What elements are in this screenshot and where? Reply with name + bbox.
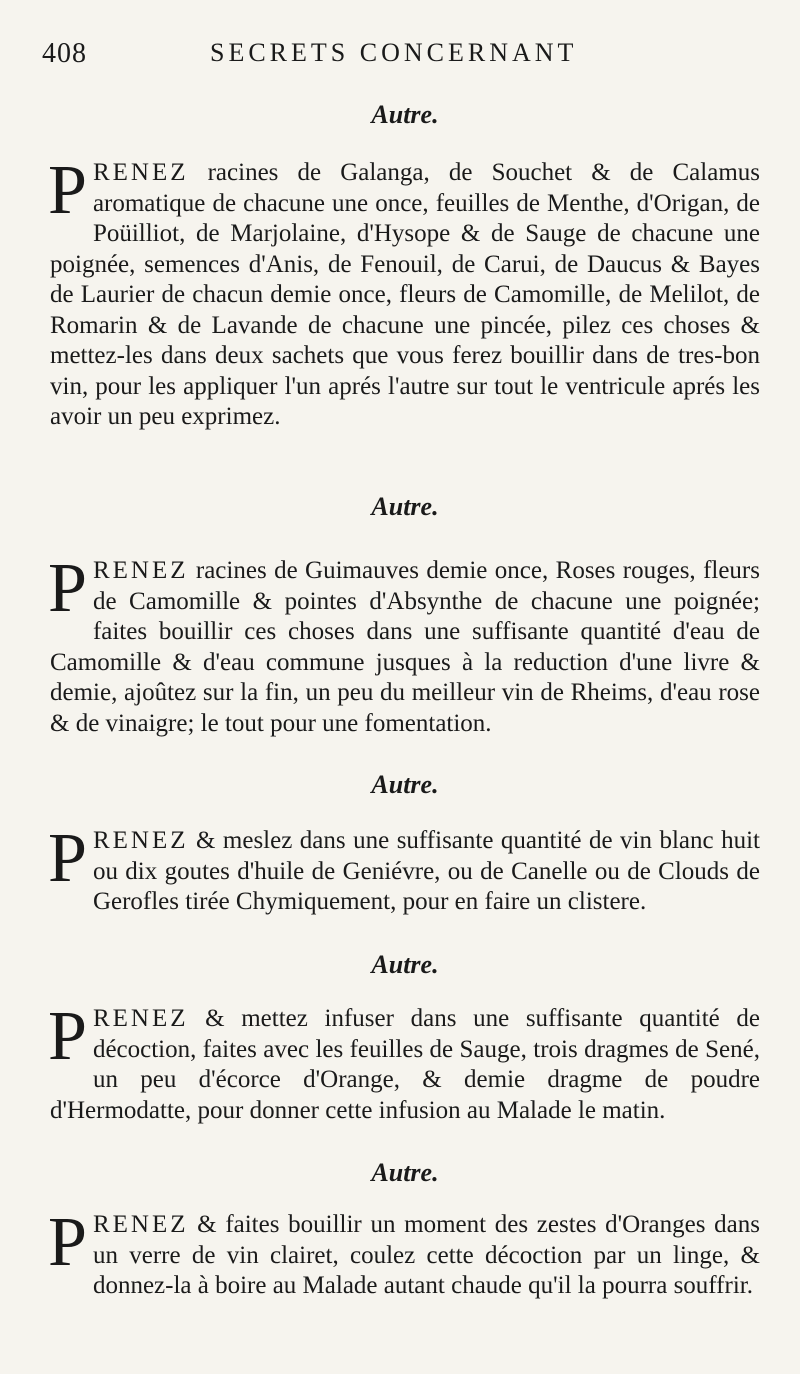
recipe-section [50,770,760,918]
lead-word: RENEZ [92,1211,189,1238]
recipe-section [50,950,760,1126]
paragraph-text: & faites bouillir un moment des zestes d'Oranges dans un verre de vin clairet, coulez cette décoction par un linge, & donnez-la à boire au Malade autant chaude qu'il la pourra souffrir. [92,1211,760,1299]
recipe-section [50,492,760,739]
section-heading: Autre. [371,770,439,799]
lead-word: RENEZ [92,1005,189,1032]
recipe-section [50,1158,760,1302]
paragraph-text: racines de Guimauves demie once, Roses rouges, fleurs de Camomille & pointes d'Absynthe de chacune une poignée; faites bouillir ces choses dans une suffisante quantité d'eau de Camomille & d'eau commune jusques à la reduction d'une livre & demie, ajoûtez sur la fin, un peu du meilleur vin de Rheims, d'eau rose & de vinaigre; le tout pour une fomentation. [50,557,760,737]
recipe-paragraph [48,1204,760,1302]
paragraph-text: & mettez infuser dans une suffisante quantité de décoction, faites avec les feuilles de Sauge, trois dragmes de Sené, un peu d'écorce d'Orange, & demie dragme de poudre d'Hermodatte, pour donner cette infusion au Malade le matin. [50,1005,760,1124]
drop-cap: P [48,550,87,627]
lead-word: RENEZ [92,557,189,584]
paragraph-text: racines de Galanga, de Souchet & de Calamus aromatique de chacune une once, feuilles de Menthe, d'Origan, de Poüilliot, de Marjolaine, d'Hysope & de Sauge de chacune une poignée, semences d'Anis, de Fenouil, de Carui, de Daucus & Bayes de Laurier de chacun demie once, fleurs de Camomille, de Melilot, de Romarin & de Lavande de chacune une pincée, pilez ces choses & mettez-les dans deux sachets que vous ferez bouillir dans de tres-bon vin, pour les appliquer l'un aprés l'autre sur tout le ventricule aprés les avoir un peu exprimez. [50,159,760,430]
recipe-paragraph [48,820,760,918]
page-number: 408 [42,38,87,69]
lead-word: RENEZ [92,827,189,854]
running-head: SECRETS CONCERNANT [210,38,578,67]
drop-cap: P [48,1204,87,1281]
drop-cap: P [48,998,87,1075]
recipe-paragraph [48,998,760,1126]
paragraph-text: & meslez dans une suffisante quantité de vin blanc huit ou dix goutes d'huile de Geniévre, ou de Canelle ou de Clouds de Gerofles tirée Chymiquement, pour en faire un clistere. [92,827,760,915]
recipe-paragraph [48,152,760,433]
drop-cap: P [48,820,87,897]
recipe-paragraph [48,550,760,739]
section-heading: Autre. [371,950,439,979]
section-heading: Autre. [371,1158,439,1187]
page-header [40,38,760,78]
drop-cap: P [48,152,87,229]
lead-word: RENEZ [92,159,189,186]
section-heading: Autre. [371,492,439,521]
section-heading: Autre. [371,100,439,129]
recipe-section [50,100,760,433]
